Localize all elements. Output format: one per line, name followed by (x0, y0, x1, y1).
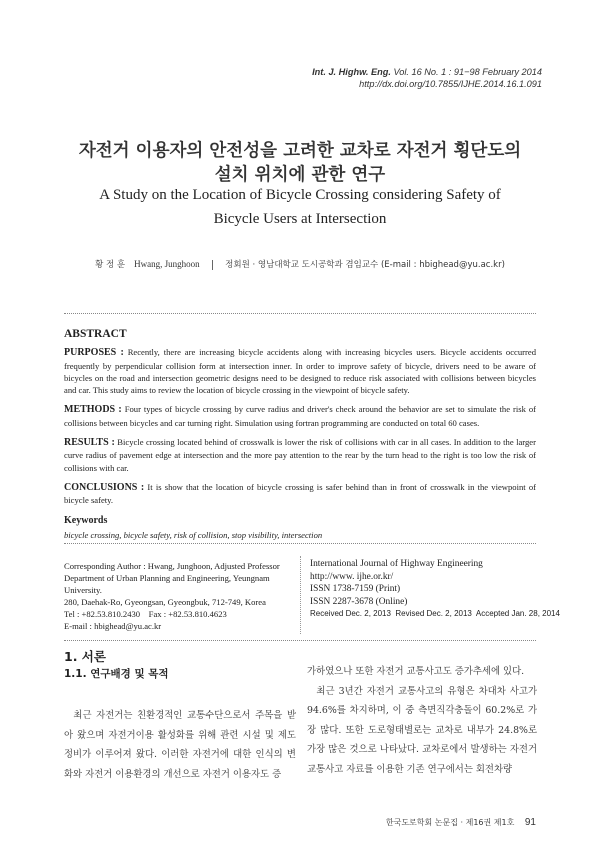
journal-header (312, 66, 542, 90)
purposes-para (64, 346, 536, 396)
body-col2-para1: 가하였으나 또한 자전거 교통사고도 증가추세에 있다. (307, 666, 525, 677)
divider-bottom (64, 640, 536, 641)
footer-journal: 한국도로학회 논문집 · 제16권 제1호 (385, 818, 515, 827)
section-intro (64, 648, 296, 686)
author-name-en: Hwang, Junghoon (134, 259, 200, 269)
purposes-text: Recently, there are increasing bicycle accidents along with increasing bicycles users. Bicycle accidents occurred frequently by perpendicular collision form at intersection inner. In order to improve safety of bicycle, drivers need to be aware of bicycles on the road and intersection geometric designs need to be designed to reduce risk associated with collisions between bicycles and car. This study aims to review the location of bicycle crossing in the viewpoint of bicycle safety. (64, 347, 536, 396)
results-text: Bicycle crossing located behind of crosswalk is lower the risk of collisions with car in all cases. In addition to the larger curve radius of pavement edge at intersection and the more pay attention to the rear by the turn head to the right is too low the risk of collisions with car. (64, 437, 536, 473)
jinfo-dates: Received Dec. 2, 2013 Revised Dec. 2, 2013 Accepted Jan. 28, 2014 (310, 609, 560, 618)
corr-line2: Department of Urban Planning and Engineering, Yeungnam University. (64, 573, 270, 595)
title-ko-line1: 자전거 이용자의 안전성을 고려한 교차로 자전거 횡단도의 (78, 141, 522, 161)
journal-info (310, 558, 560, 621)
journal-volume: Vol. 16 No. 1 : 91−98 February 2014 (393, 67, 542, 77)
purposes-label: PURPOSES : (64, 347, 124, 359)
methods-para (64, 403, 536, 429)
jinfo-name: International Journal of Highway Engineering (310, 559, 483, 569)
info-separator (300, 556, 301, 634)
author-separator (212, 260, 213, 270)
corr-line1: Corresponding Author : Hwang, Junghoon, Adjusted Professor (64, 561, 280, 571)
results-label: RESULTS : (64, 437, 115, 449)
abstract-heading: ABSTRACT (64, 328, 127, 340)
author-line (0, 258, 600, 270)
methods-label: METHODS : (64, 404, 122, 416)
results-para (64, 436, 536, 474)
jinfo-issn-print: ISSN 1738-7159 (Print) (310, 584, 401, 594)
journal-abbrev: Int. J. Highw. Eng. (312, 67, 391, 77)
keywords-list: bicycle crossing, bicycle safety, risk of collision, stop visibility, intersection (64, 529, 323, 540)
body-col2-para2: 최근 3년간 자전거 교통사고의 유형은 차대차 사고가 94.6%를 차지하며, 이 중 측면직각충돌이 60.2%로 가장 많다. 또한 도로형태별로는 교차로 내부가 24.8%로 가장 많은 것으로 나타났다. 교차로에서 발생하는 자전거 교통사고 자료를 이용한 기존 연구에서는 회전차량 (307, 685, 537, 775)
divider-top (64, 313, 536, 314)
corr-email[interactable]: E-mail : hbighead@yu.ac.kr (64, 621, 162, 631)
title-korean (0, 139, 600, 187)
conclusions-para (64, 481, 536, 507)
divider-middle (64, 543, 536, 544)
conclusions-label: CONCLUSIONS : (64, 481, 145, 493)
corr-line4: Tel : +82.53.810.2430 Fax : +82.53.810.4623 (64, 609, 227, 619)
subsection-heading: 1.1. 연구배경 및 목적 (64, 668, 169, 680)
doi-link[interactable]: http://dx.doi.org/10.7855/IJHE.2014.16.1.091 (359, 79, 542, 89)
corresponding-author (64, 560, 304, 632)
body-col1-para: 최근 자전거는 친환경적인 교통수단으로서 주목을 받아 왔으며 자전거이용 활성화를 위해 관련 시설 및 제도 정비가 이루어져 왔다. 이러한 자전거에 대한 인식의 변화와 자전거 이용환경의 개선으로 자전거 이용자도 증 (64, 710, 296, 780)
keywords-heading: Keywords (64, 514, 108, 526)
title-english (0, 183, 600, 231)
conclusions-text: It is show that the location of bicycle crossing is safer behind than in front of crosswalk in the viewpoint of bicycle safety. (64, 481, 536, 506)
jinfo-issn-online: ISSN 2287-3678 (Online) (310, 596, 408, 607)
title-ko-line2: 설치 위치에 관한 연구 (214, 165, 386, 185)
body-col2 (307, 662, 537, 779)
title-en-line2: Bicycle Users at Intersection (213, 211, 387, 227)
methods-text: Four types of bicycle crossing by curve radius and driver's check around the behavior are set to simulate the risk of collisions between bicycles and car turning right. Simulation using fortran programming are conducted on total 60 cases. (64, 404, 536, 428)
author-name-ko: 황 정 훈 (95, 260, 126, 270)
corr-line3: 280, Daehak-Ro, Gyeongsan, Gyeongbuk, 712-749, Korea (64, 597, 266, 607)
page-number: 91 (524, 817, 536, 828)
jinfo-url[interactable]: http://www. ijhe.or.kr/ (310, 571, 394, 582)
author-affiliation: 정회원 · 영남대학교 도시공학과 겸임교수 (E-mail : hbighead@yu.ac.kr) (225, 260, 505, 270)
section-heading: 1. 서론 (64, 649, 106, 664)
page-footer (386, 817, 536, 828)
title-en-line1: A Study on the Location of Bicycle Crossing considering Safety of (99, 187, 501, 203)
abstract-block (64, 328, 536, 541)
